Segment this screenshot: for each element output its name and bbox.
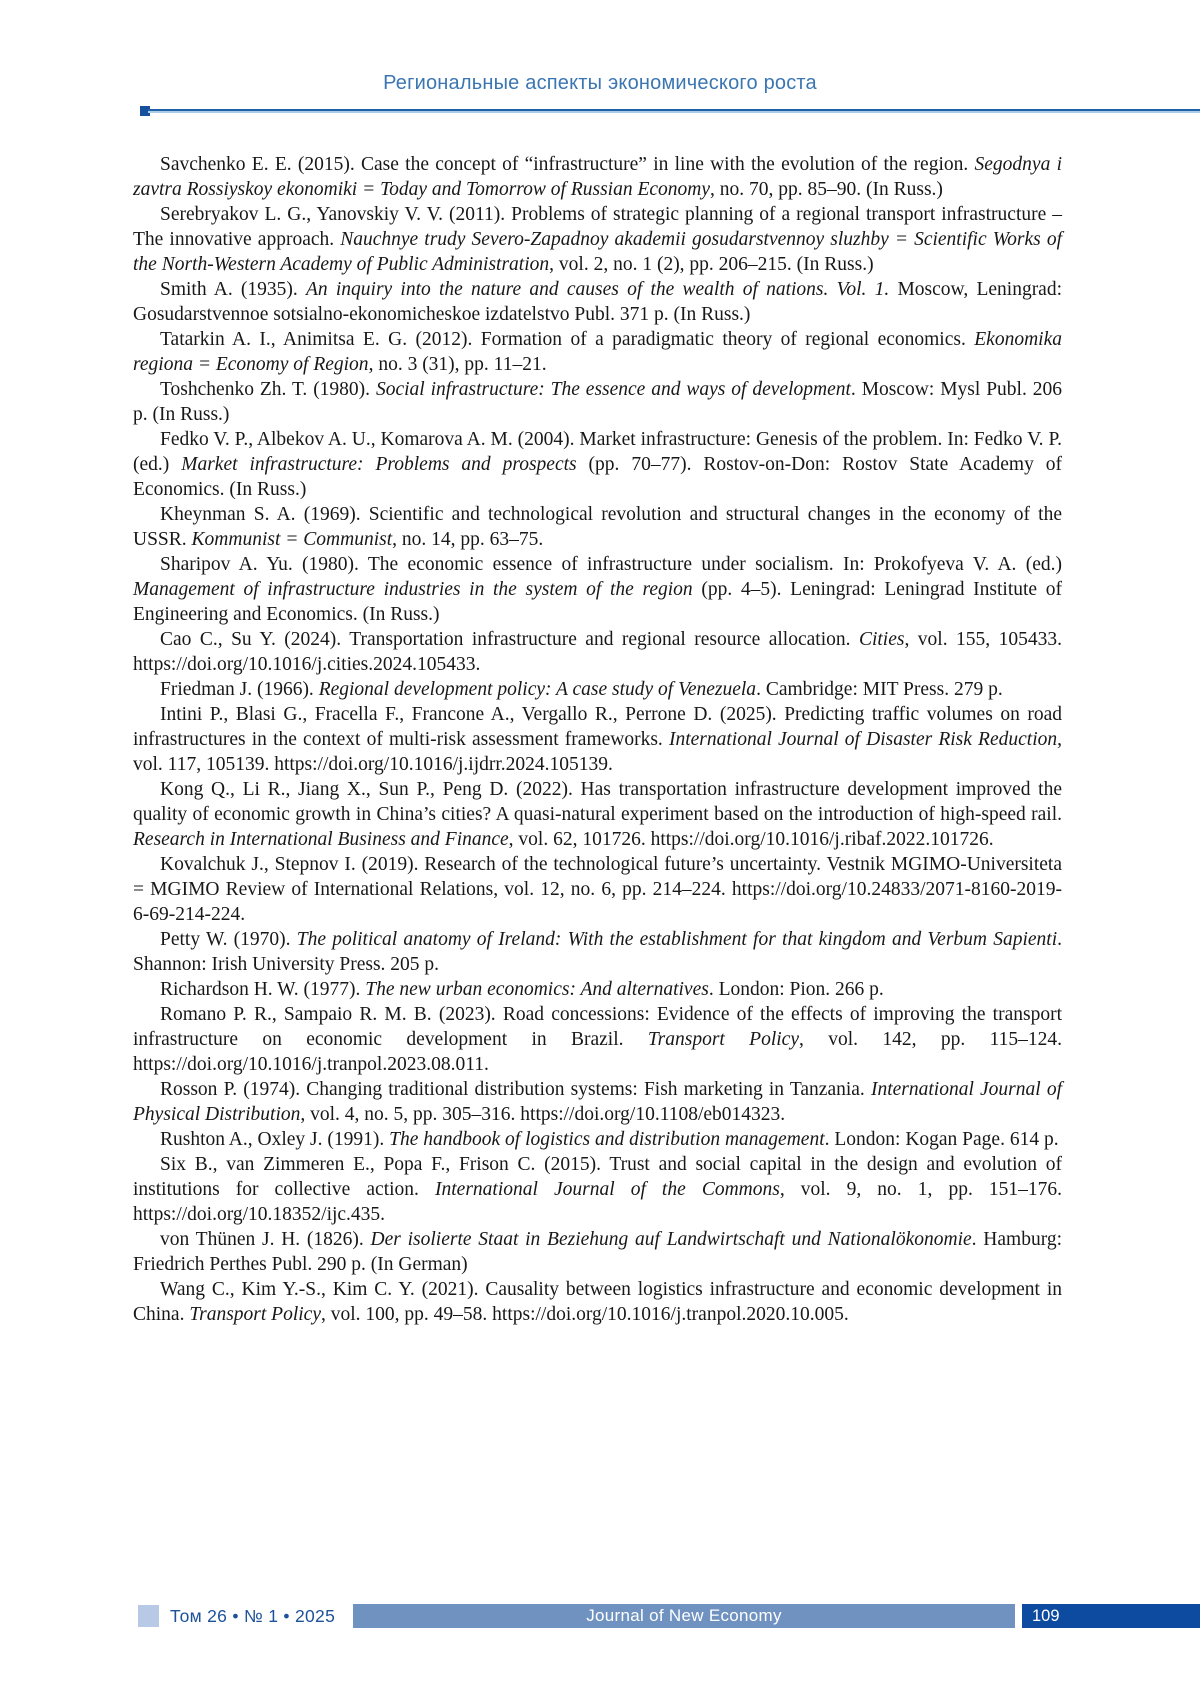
page-number: 109	[1032, 1607, 1060, 1625]
footer-accent-square	[138, 1605, 159, 1627]
reference-text: Richardson H. W. (1977).	[160, 979, 366, 1000]
reference-text: von Thünen J. H. (1826).	[160, 1229, 371, 1250]
reference-text: Tatarkin A. I., Animitsa E. G. (2012). Formation of a paradigmatic theory of regional economics.	[160, 329, 975, 350]
reference-entry	[133, 152, 1062, 202]
reference-entry	[133, 377, 1062, 427]
reference-entry	[133, 277, 1062, 327]
reference-title-italic: International Journal of Physical Distribution	[133, 1079, 1062, 1125]
reference-title-italic: Management of infrastructure industries in the system of the region	[133, 579, 693, 600]
reference-entry	[133, 1077, 1062, 1127]
reference-entry	[133, 1227, 1062, 1277]
reference-title-italic: International Journal of Disaster Risk Reduction	[668, 729, 1058, 750]
reference-text: Moscow, Leningrad: Gosudarstvennoe sotsialno-ekonomicheskoe izdatelstvo Publ. 371 p. (In Russ.)	[133, 279, 1063, 325]
reference-text: , no. 70, pp. 85–90. (In Russ.)	[710, 179, 943, 200]
reference-text: , vol. 4, no. 5, pp. 305–316. https://doi.org/10.1108/eb014323.	[300, 1104, 786, 1125]
reference-text: Kovalchuk J., Stepnov I. (2019). Research of the technological future’s uncertainty. Vestnik MGIMO-Universiteta = MGIMO Review of International Relations, vol. 12, no. 6, pp. 214–224. https://doi.org/10.24833/2071-8160-2019-6-69-214-224.	[133, 854, 1062, 925]
running-head-title: Региональные аспекты экономического роста	[383, 72, 817, 94]
reference-entry	[133, 1277, 1062, 1327]
reference-text: Serebryakov L. G., Yanovskiy V. V. (2011). Problems of strategic planning of a regional transport infrastructure – The innovative approach.	[133, 204, 1062, 250]
reference-title-italic: Ekonomika regiona = Economy of Region	[133, 329, 1062, 375]
reference-text: Smith A. (1935).	[160, 279, 306, 300]
reference-text: (pp. 70–77). Rostov-on-Don: Rostov State Academy of Economics. (In Russ.)	[133, 454, 1062, 500]
reference-title-italic: The political anatomy of Ireland: With the establishment for that kingdom and Verbum Sapienti	[296, 929, 1058, 950]
reference-text: . Hamburg: Friedrich Perthes Publ. 290 p. (In German)	[133, 1229, 1063, 1275]
reference-title-italic: Nauchnye trudy Severo-Zapadnoy akademii gosudarstvennoy sluzhby = Scientific Works of the North-Western Academy of Public Administration	[133, 229, 1063, 275]
reference-text: Rushton A., Oxley J. (1991).	[160, 1129, 390, 1150]
reference-text: . London: Pion. 266 p.	[708, 979, 884, 1000]
reference-text: . Moscow: Mysl Publ. 206 p. (In Russ.)	[133, 379, 1062, 425]
reference-text: Petty W. (1970).	[160, 929, 297, 950]
reference-entry	[133, 927, 1062, 977]
reference-text: . Cambridge: MIT Press. 279 p.	[756, 679, 1003, 700]
reference-title-italic: Cities	[858, 629, 905, 650]
references-list	[133, 152, 1062, 1327]
reference-title-italic: The new urban economics: And alternatives	[365, 979, 709, 1000]
reference-text: , vol. 62, 101726. https://doi.org/10.1016/j.ribaf.2022.101726.	[508, 829, 994, 850]
footer-volume-label: Том 26 • № 1 • 2025	[170, 1606, 336, 1626]
reference-text: Kheynman S. A. (1969). Scientific and technological revolution and structural changes in the economy of the USSR.	[133, 504, 1062, 550]
reference-text: Fedko V. P., Albekov A. U., Komarova A. M. (2004). Market infrastructure: Genesis of the problem. In: Fedko V. P. (ed.)	[133, 429, 1062, 475]
reference-text: Kong Q., Li R., Jiang X., Sun P., Peng D. (2022). Has transportation infrastructure development improved the quality of economic growth in China’s cities? A quasi-natural experiment based on the introduction of high-speed rail.	[133, 779, 1062, 825]
reference-text: , no. 3 (31), pp. 11–21.	[368, 354, 547, 375]
header-rule-line-light	[148, 111, 1200, 113]
reference-text: Cao C., Su Y. (2024). Transportation infrastructure and regional resource allocation.	[160, 629, 859, 650]
reference-text: , vol. 142, pp. 115–124. https://doi.org/10.1016/j.tranpol.2023.08.011.	[133, 1029, 1062, 1075]
reference-entry	[133, 977, 1062, 1002]
reference-title-italic: Transport Policy	[647, 1029, 799, 1050]
reference-text: . London: Kogan Page. 614 p.	[824, 1129, 1059, 1150]
reference-text: Wang C., Kim Y.-S., Kim C. Y. (2021). Causality between logistics infrastructure and economic development in China.	[133, 1279, 1062, 1325]
reference-text: , vol. 100, pp. 49–58. https://doi.org/10.1016/j.tranpol.2020.10.005.	[320, 1304, 849, 1325]
reference-entry	[133, 777, 1062, 852]
reference-entry	[133, 702, 1062, 777]
reference-entry	[133, 502, 1062, 552]
reference-text: (pp. 4–5). Leningrad: Leningrad Institute of Engineering and Economics. (In Russ.)	[133, 579, 1062, 625]
reference-text: , no. 14, pp. 63–75.	[392, 529, 544, 550]
reference-entry	[133, 1002, 1062, 1077]
reference-entry	[133, 552, 1062, 627]
reference-title-italic: Regional development policy: A case study of Venezuela	[318, 679, 757, 700]
reference-title-italic: The handbook of logistics and distribution management	[389, 1129, 825, 1150]
reference-title-italic: Research in International Business and Finance	[133, 829, 509, 850]
reference-text: Six B., van Zimmeren E., Popa F., Frison C. (2015). Trust and social capital in the design and evolution of institutions for collective action.	[133, 1154, 1062, 1200]
reference-text: Friedman J. (1966).	[160, 679, 319, 700]
reference-title-italic: An inquiry into the nature and causes of the wealth of nations. Vol. 1.	[306, 279, 890, 300]
reference-text: , vol. 2, no. 1 (2), pp. 206–215. (In Russ.)	[549, 254, 874, 275]
reference-title-italic: International Journal of the Commons	[435, 1179, 780, 1200]
reference-title-italic: Segodnya i zavtra Rossiyskoy ekonomiki = Today and Tomorrow of Russian Economy	[133, 154, 1062, 200]
reference-title-italic: Market infrastructure: Problems and prospects	[181, 454, 577, 475]
reference-entry	[133, 202, 1062, 277]
reference-entry	[133, 852, 1062, 927]
reference-title-italic: Der isolierte Staat in Beziehung auf Landwirtschaft und Nationalökonomie	[370, 1229, 972, 1250]
footer-journal-name: Journal of New Economy	[586, 1606, 782, 1625]
reference-entry	[133, 1152, 1062, 1227]
reference-text: Rosson P. (1974). Changing traditional distribution systems: Fish marketing in Tanzania.	[160, 1079, 871, 1100]
reference-entry	[133, 327, 1062, 377]
reference-text: , vol. 117, 105139. https://doi.org/10.1016/j.ijdrr.2024.105139.	[133, 729, 1062, 775]
reference-entry	[133, 427, 1062, 502]
reference-text: , vol. 155, 105433. https://doi.org/10.1016/j.cities.2024.105433.	[133, 629, 1062, 675]
reference-text: Intini P., Blasi G., Fracella F., Francone A., Vergallo R., Perrone D. (2025). Predicting traffic volumes on road infrastructures in the context of multi-risk assessment frameworks.	[133, 704, 1062, 750]
reference-text: Sharipov A. Yu. (1980). The economic essence of infrastructure under socialism. In: Prokofyeva V. A. (ed.)	[160, 554, 1062, 575]
reference-text: Toshchenko Zh. T. (1980).	[160, 379, 376, 400]
reference-text: Romano P. R., Sampaio R. M. B. (2023). Road concessions: Evidence of the effects of improving the transport infrastructure on economic development in Brazil.	[133, 1004, 1062, 1050]
footer-journal-bar	[353, 1604, 1015, 1628]
reference-title-italic: Social infrastructure: The essence and ways of development	[375, 379, 851, 400]
reference-text: , vol. 9, no. 1, pp. 151–176. https://doi.org/10.18352/ijc.435.	[133, 1179, 1063, 1225]
reference-title-italic: Kommunist = Communist	[191, 529, 393, 550]
reference-title-italic: Transport Policy	[189, 1304, 321, 1325]
reference-text: . Shannon: Irish University Press. 205 p.	[133, 929, 1062, 975]
footer	[0, 1604, 1200, 1628]
reference-entry	[133, 627, 1062, 677]
footer-page-box	[1022, 1604, 1200, 1628]
reference-entry	[133, 677, 1062, 702]
reference-entry	[133, 1127, 1062, 1152]
reference-text: Savchenko E. E. (2015). Case the concept of “infrastructure” in line with the evolution of the region.	[160, 154, 975, 175]
header-rule	[140, 109, 1200, 114]
